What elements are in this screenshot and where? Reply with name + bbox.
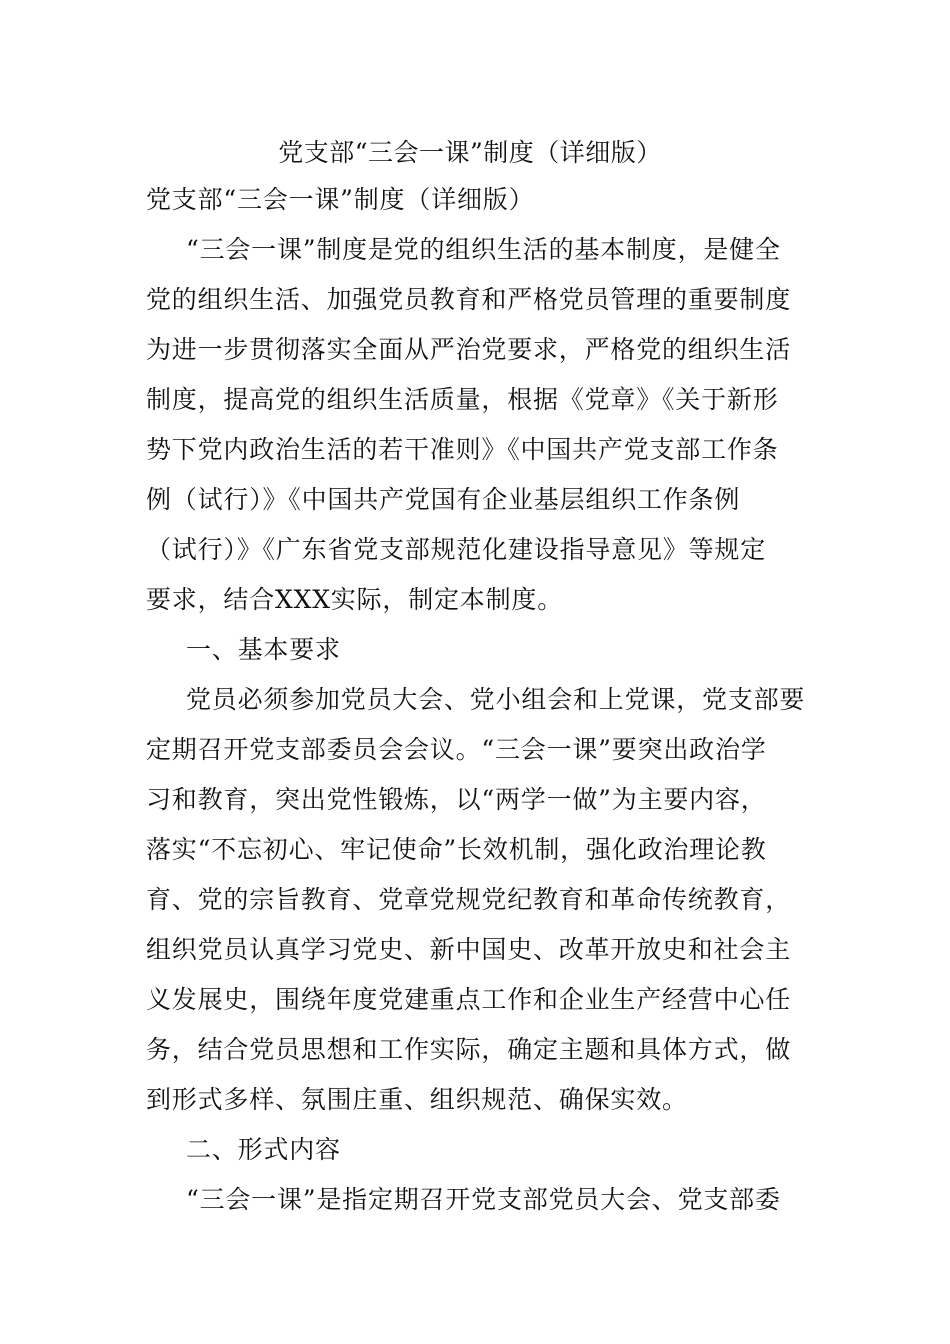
text-line: 二、形式内容 — [186, 1135, 341, 1164]
document-title: 党支部“三会一课”制度（详细版） — [278, 138, 662, 167]
text-line: 义发展史，围绕年度党建重点工作和企业生产经营中心任 — [146, 985, 792, 1014]
text-line: 务，结合党员思想和工作实际，确定主题和具体方式，做 — [146, 1035, 792, 1064]
text-line: 定期召开党支部委员会会议。“三会一课”要突出政治学 — [146, 735, 767, 764]
text-line: “三会一课”是指定期召开党支部党员大会、党支部委 — [186, 1185, 781, 1214]
text-line: 组织党员认真学习党史、新中国史、改革开放史和社会主 — [146, 935, 792, 964]
text-line: （试行）》《广东省党支部规范化建设指导意见》等规定 — [146, 535, 767, 564]
text-line: 习和教育，突出党性锻炼，以“两学一做”为主要内容， — [146, 785, 767, 814]
text-line: 为进一步贯彻落实全面从严治党要求，严格党的组织生活 — [146, 335, 792, 364]
document-body — [146, 180, 808, 1230]
text-line: 落实“不忘初心、牢记使命”长效机制，强化政治理论教 — [146, 835, 767, 864]
text-line: 一、基本要求 — [186, 635, 341, 664]
text-line: “三会一课”制度是党的组织生活的基本制度，是健全 — [186, 235, 781, 264]
text-line: 制度，提高党的组织生活质量，根据《党章》《关于新形 — [146, 385, 779, 414]
text-line: 要求，结合XXX实际，制定本制度。 — [146, 585, 563, 614]
text-line: 党员必须参加党员大会、党小组会和上党课，党支部要 — [186, 685, 806, 714]
text-line: 育、党的宗旨教育、党章党规党纪教育和革命传统教育， — [146, 885, 792, 914]
text-line: 势下党内政治生活的若干准则》《中国共产党支部工作条 — [146, 435, 779, 464]
text-line: 党的组织生活、加强党员教育和严格党员管理的重要制度 — [146, 285, 792, 314]
text-line: 例（试行）》《中国共产党国有企业基层组织工作条例 — [146, 485, 741, 514]
text-line: 到形式多样、氛围庄重、组织规范、确保实效。 — [146, 1085, 688, 1114]
text-line: 党支部“三会一课”制度（详细版） — [146, 185, 535, 214]
